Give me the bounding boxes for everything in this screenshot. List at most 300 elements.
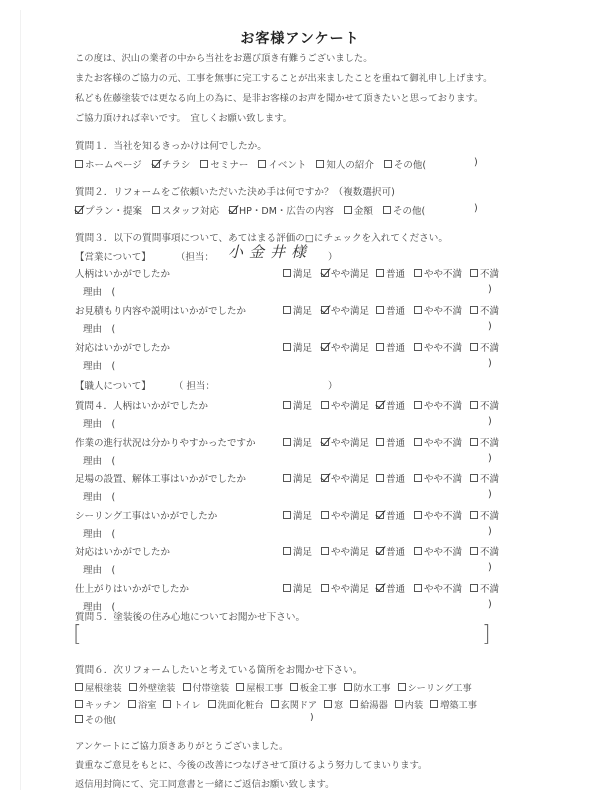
rating-option-label: 普通 — [386, 583, 406, 595]
option-label: キッチン — [85, 700, 122, 711]
rating-option-label: やや満足 — [331, 401, 370, 412]
rating-option-2[interactable] — [376, 544, 414, 558]
q6-options-row-2 — [75, 697, 477, 711]
checkbox[interactable] — [183, 683, 191, 691]
checkbox[interactable] — [163, 700, 171, 708]
rating-option-label: 普通 — [386, 474, 406, 485]
rating-question-row — [75, 303, 505, 317]
rating-option-3[interactable] — [414, 508, 470, 522]
rating-option-4[interactable] — [470, 266, 510, 280]
rating-option-3[interactable] — [414, 544, 470, 558]
q6-option-row1-2[interactable] — [183, 680, 230, 694]
q6-option-row2-6[interactable] — [350, 697, 388, 711]
q2-option-3[interactable] — [344, 203, 373, 217]
rating-option-4[interactable] — [470, 340, 510, 354]
craftsmen-section-header — [75, 378, 215, 392]
checkbox[interactable] — [283, 547, 291, 555]
checkbox[interactable] — [470, 547, 478, 555]
rating-option-label: やや満足 — [331, 583, 370, 595]
rating-question: シーリング工事はいかがでしたか — [75, 510, 218, 522]
rating-option-3[interactable] — [414, 266, 470, 280]
checkbox-checked[interactable] — [321, 343, 329, 351]
reason-close: ) — [488, 321, 492, 332]
rating-question: 対応はいかがでしたか — [75, 343, 171, 354]
option-label: 浴室 — [138, 700, 157, 711]
q6-option-row1-4[interactable] — [290, 680, 337, 694]
reason-close: ) — [488, 562, 492, 573]
q2-option-1[interactable] — [152, 203, 219, 217]
rating-options — [283, 508, 510, 522]
rating-option-3[interactable] — [414, 340, 470, 354]
q6-option-row2-4[interactable] — [271, 697, 317, 711]
rating-option-label: 普通 — [386, 401, 406, 412]
page-title: お客様アンケート — [240, 31, 360, 47]
checkbox[interactable] — [283, 438, 291, 446]
checkbox[interactable] — [376, 438, 384, 446]
checkbox[interactable] — [283, 584, 291, 592]
checkbox[interactable] — [414, 269, 422, 277]
option-label: ホームページ — [85, 160, 142, 171]
reason-label: 理由 ( — [83, 287, 116, 298]
q2-question: 質問２．リフォームをご依頼いただいた決め手は何ですか？（複数選択可) — [75, 187, 395, 198]
craftsmen-staff-close: ） — [328, 381, 338, 392]
checkbox[interactable] — [236, 683, 244, 691]
option-label: 増築工事 — [440, 700, 477, 711]
rating-option-label: やや満足 — [331, 547, 370, 558]
rating-option-2[interactable] — [376, 340, 414, 354]
checkbox[interactable] — [321, 401, 329, 409]
checkbox[interactable] — [283, 306, 291, 314]
option-label: 防水工事 — [353, 683, 391, 694]
checkbox[interactable] — [470, 511, 478, 519]
reason-close: ) — [488, 416, 492, 427]
rating-option-2[interactable] — [376, 508, 414, 522]
q1-option-0[interactable] — [75, 157, 142, 171]
q5-answer-field[interactable] — [84, 626, 480, 648]
rating-option-label: 普通 — [386, 437, 406, 449]
rating-question-row — [75, 266, 505, 280]
rating-question-row — [75, 544, 505, 558]
rating-option-2[interactable] — [376, 398, 414, 412]
rating-option-label: 普通 — [386, 547, 406, 558]
checkbox[interactable] — [414, 306, 422, 314]
q2-option-0[interactable] — [75, 203, 142, 217]
q6-question: 質問６．次リフォームしたいと考えている箇所をお聞かせ下さい。 — [75, 665, 363, 676]
option-label: 屋根工事 — [246, 683, 283, 694]
q1-option-3[interactable] — [258, 157, 306, 171]
checkbox[interactable] — [376, 269, 384, 277]
rating-option-label: 満足 — [293, 306, 313, 317]
rating-option-label: 不満 — [480, 510, 500, 522]
rating-option-label: やや不満 — [424, 437, 463, 449]
rating-option-label: やや不満 — [424, 510, 463, 522]
rating-options — [283, 266, 510, 280]
q6-option-row2-7[interactable] — [395, 697, 423, 711]
checkbox[interactable] — [283, 269, 291, 277]
rating-option-label: やや不満 — [424, 401, 463, 412]
q1-option-5[interactable] — [384, 157, 426, 171]
rating-option-1[interactable] — [321, 303, 376, 317]
q2-option-2[interactable] — [229, 203, 334, 217]
reason-close: ) — [488, 525, 492, 537]
checkbox[interactable] — [75, 683, 83, 691]
rating-question-row — [75, 508, 505, 522]
reason-row — [75, 416, 505, 430]
rating-option-0[interactable] — [283, 398, 321, 412]
checkbox[interactable] — [376, 306, 384, 314]
checkbox[interactable] — [470, 269, 478, 277]
rating-option-2[interactable] — [376, 266, 414, 280]
checkbox[interactable] — [152, 206, 160, 214]
rating-options — [283, 340, 510, 354]
checkbox-checked[interactable] — [376, 584, 384, 592]
rating-option-2[interactable] — [376, 471, 414, 485]
checkbox-checked[interactable] — [321, 438, 329, 446]
rating-option-1[interactable] — [321, 544, 376, 558]
checkbox-checked[interactable] — [152, 160, 160, 168]
q3-question: 質問３．以下の質問事項について、あてはまる評価の□にチェックを入れてください。 — [75, 233, 448, 244]
rating-question-row — [75, 435, 505, 449]
checkbox[interactable] — [350, 700, 358, 708]
checkbox[interactable] — [414, 438, 422, 446]
option-label: チラシ — [161, 160, 191, 171]
checkbox[interactable] — [283, 343, 291, 351]
rating-option-label: 普通 — [386, 306, 406, 317]
q6-option-row1-5[interactable] — [344, 680, 391, 694]
rating-option-3[interactable] — [414, 398, 470, 412]
reason-row — [75, 453, 505, 467]
checkbox[interactable] — [414, 343, 422, 351]
q6-options-row-3 — [75, 712, 116, 726]
option-label: 付帯塗装 — [192, 683, 230, 694]
option-label: 窓 — [334, 700, 344, 711]
rating-option-3[interactable] — [414, 471, 470, 485]
reason-label: 理由 ( — [83, 455, 116, 467]
rating-option-label: 不満 — [480, 401, 500, 412]
reason-label: 理由 ( — [83, 528, 116, 540]
rating-question: お見積もり内容や説明はいかがでしたか — [75, 306, 247, 317]
rating-option-2[interactable] — [376, 303, 414, 317]
rating-question-row — [75, 471, 505, 485]
checkbox[interactable] — [271, 700, 279, 708]
checkbox[interactable] — [470, 584, 478, 592]
option-label: 金額 — [353, 206, 373, 217]
rating-option-label: やや満足 — [331, 343, 370, 354]
checkbox-checked[interactable] — [75, 206, 83, 214]
sales-staff-close: ） — [328, 252, 338, 263]
q1-option-1[interactable] — [152, 157, 191, 171]
checkbox[interactable] — [470, 438, 478, 446]
rating-option-1[interactable] — [321, 581, 376, 595]
rating-options — [283, 398, 510, 412]
rating-option-label: 普通 — [386, 510, 406, 522]
checkbox[interactable] — [316, 160, 324, 168]
reason-label: 理由 ( — [83, 565, 116, 576]
reason-close: ) — [488, 598, 492, 610]
rating-option-1[interactable] — [321, 340, 376, 354]
rating-option-label: やや満足 — [331, 474, 370, 485]
q2-other-close: ) — [474, 203, 478, 214]
checkbox[interactable] — [200, 160, 208, 168]
sales-section-header — [75, 249, 214, 263]
option-label: 板金工事 — [300, 683, 337, 694]
checkbox[interactable] — [470, 401, 478, 409]
rating-options — [283, 435, 510, 449]
reason-close: ) — [488, 358, 492, 369]
rating-question-row — [75, 340, 505, 354]
reason-label: 理由 ( — [83, 361, 116, 372]
q1-option-4[interactable] — [316, 157, 374, 171]
checkbox[interactable] — [414, 584, 422, 592]
sales-staff-label: （担当： — [175, 252, 214, 263]
option-label: HP・DM・広告の内容 — [239, 206, 334, 217]
rating-option-label: 満足 — [293, 401, 313, 412]
sales-header-label: 【営業について】 — [75, 252, 151, 263]
reason-row — [75, 284, 505, 298]
option-label: 屋根塗装 — [85, 683, 122, 694]
rating-option-4[interactable] — [470, 581, 510, 595]
rating-option-4[interactable] — [470, 471, 510, 485]
sales-staff-name-handwritten[interactable]: 小金井様 — [228, 243, 313, 261]
rating-option-4[interactable] — [470, 544, 510, 558]
q1-options — [75, 157, 426, 171]
checkbox[interactable] — [321, 584, 329, 592]
rating-option-4[interactable] — [470, 303, 510, 317]
reason-close: ) — [488, 452, 492, 464]
reason-label: 理由 ( — [83, 419, 116, 430]
q6-option-row2-3[interactable] — [208, 697, 264, 711]
reason-row — [75, 358, 505, 372]
q2-options — [75, 203, 425, 217]
option-label: 給湯器 — [360, 700, 388, 711]
q6-option-row1-6[interactable] — [398, 680, 472, 694]
checkbox-checked[interactable] — [376, 547, 384, 555]
option-label: セミナー — [210, 160, 249, 171]
checkbox[interactable] — [470, 343, 478, 351]
rating-option-label: やや満足 — [331, 510, 370, 522]
checkbox[interactable] — [470, 306, 478, 314]
rating-option-label: 満足 — [293, 547, 313, 558]
checkbox[interactable] — [208, 700, 216, 708]
q6-options-row-1 — [75, 680, 472, 694]
q6-option-other[interactable] — [75, 712, 116, 726]
checkbox[interactable] — [75, 160, 83, 168]
checkbox[interactable] — [376, 474, 384, 482]
q6-option-row1-1[interactable] — [129, 680, 176, 694]
q5-bracket-open: [ — [73, 622, 82, 647]
rating-option-label: 不満 — [480, 343, 500, 354]
checkbox-checked[interactable] — [376, 511, 384, 519]
reason-close: ) — [488, 489, 492, 500]
rating-option-0[interactable] — [283, 544, 321, 558]
checkbox-checked[interactable] — [321, 269, 329, 277]
rating-question-row — [75, 398, 505, 412]
rating-option-label: 満足 — [293, 510, 313, 522]
rating-option-4[interactable] — [470, 398, 510, 412]
checkbox[interactable] — [324, 700, 332, 708]
rating-option-0[interactable] — [283, 340, 321, 354]
rating-options — [283, 471, 510, 485]
q6-other-close: ) — [310, 712, 314, 723]
checkbox[interactable] — [470, 474, 478, 482]
reason-row — [75, 526, 505, 540]
q6-option-row1-0[interactable] — [75, 680, 122, 694]
closing-line-2: 貴重なご意見をもとに、今後の改善につなげさせて頂けるよう努力してまいります。 — [75, 760, 428, 771]
scan-edge — [20, 10, 21, 790]
rating-option-label: 満足 — [293, 343, 313, 354]
rating-option-label: 不満 — [480, 269, 500, 280]
checkbox-checked[interactable] — [229, 206, 237, 214]
checkbox[interactable] — [430, 700, 438, 708]
checkbox[interactable] — [129, 683, 137, 691]
intro-line-2: またお客様のご協力の元、工事を無事に完工することが出来ましたことを重ねて御礼申し上げます。 — [75, 73, 493, 84]
rating-options — [283, 581, 510, 595]
rating-option-label: やや満足 — [331, 269, 370, 280]
rating-option-label: 不満 — [480, 547, 500, 558]
rating-option-label: やや満足 — [331, 306, 370, 317]
q2-option-4[interactable] — [383, 203, 425, 217]
reason-row — [75, 562, 505, 576]
option-label: イベント — [268, 160, 307, 171]
rating-option-0[interactable] — [283, 471, 321, 485]
rating-option-label: 普通 — [386, 269, 406, 280]
checkbox[interactable] — [290, 683, 298, 691]
checkbox[interactable] — [283, 401, 291, 409]
intro-line-1: この度は、沢山の業者の中から当社をお選び頂き有難うございました。 — [75, 53, 373, 64]
reason-close: ) — [488, 284, 492, 295]
q1-other-close: ) — [474, 157, 478, 168]
checkbox[interactable] — [384, 160, 392, 168]
q6-option-row1-3[interactable] — [236, 680, 283, 694]
rating-question: 作業の進行状況は分かりやすかったですか — [75, 437, 256, 449]
option-label: その他( — [393, 160, 427, 171]
rating-option-1[interactable] — [321, 471, 376, 485]
rating-option-3[interactable] — [414, 303, 470, 317]
option-label: その他( — [392, 206, 426, 217]
reason-label: 理由 ( — [83, 601, 116, 613]
rating-question-row — [75, 581, 505, 595]
rating-option-1[interactable] — [321, 398, 376, 412]
checkbox-checked[interactable] — [376, 401, 384, 409]
q1-option-2[interactable] — [200, 157, 248, 171]
checkbox-checked[interactable] — [321, 474, 329, 482]
rating-option-1[interactable] — [321, 435, 376, 449]
checkbox[interactable] — [128, 700, 136, 708]
checkbox[interactable] — [344, 206, 352, 214]
checkbox[interactable] — [414, 474, 422, 482]
rating-options — [283, 544, 510, 558]
option-label: その他( — [85, 715, 117, 726]
rating-option-label: 満足 — [293, 474, 313, 485]
checkbox[interactable] — [383, 206, 391, 214]
rating-question: 足場の設置、解体工事はいかがでしたか — [75, 474, 247, 485]
rating-option-0[interactable] — [283, 266, 321, 280]
rating-option-label: 満足 — [293, 583, 313, 595]
reason-label: 理由 ( — [83, 492, 116, 503]
rating-option-label: 不満 — [480, 583, 500, 595]
rating-option-4[interactable] — [470, 435, 510, 449]
checkbox[interactable] — [283, 474, 291, 482]
option-label: 知人の紹介 — [326, 160, 374, 171]
checkbox[interactable] — [398, 683, 406, 691]
rating-option-4[interactable] — [470, 508, 510, 522]
rating-option-3[interactable] — [414, 581, 470, 595]
q6-option-row2-5[interactable] — [324, 697, 343, 711]
rating-option-label: 普通 — [386, 343, 406, 354]
rating-option-2[interactable] — [376, 435, 414, 449]
q6-option-row2-1[interactable] — [128, 697, 156, 711]
intro-line-4: ご協力頂ければ幸いです。 宜しくお願い致します。 — [75, 113, 292, 124]
rating-option-label: やや不満 — [424, 306, 463, 317]
rating-option-label: やや不満 — [424, 343, 463, 354]
rating-options — [283, 303, 510, 317]
reason-row — [75, 321, 505, 335]
option-label: シーリング工事 — [407, 683, 472, 694]
closing-line-3: 返信用封筒にて、完工同意書と一緒にご返信お願い致します。 — [75, 779, 335, 790]
checkbox[interactable] — [321, 547, 329, 555]
checkbox[interactable] — [75, 715, 83, 723]
checkbox[interactable] — [395, 700, 403, 708]
q1-question: 質問１．当社を知るきっかけは何でしたか。 — [75, 141, 267, 152]
rating-option-1[interactable] — [321, 508, 376, 522]
option-label: 洗面化粧台 — [217, 700, 264, 711]
checkbox[interactable] — [414, 401, 422, 409]
rating-option-label: やや満足 — [331, 437, 370, 449]
rating-option-label: やや不満 — [424, 269, 463, 280]
rating-option-0[interactable] — [283, 581, 321, 595]
option-label: スタッフ対応 — [162, 206, 220, 217]
rating-option-label: 不満 — [480, 437, 500, 449]
q5-bracket-close: ] — [482, 622, 491, 647]
rating-question: 人柄はいかがでしたか — [75, 269, 171, 280]
checkbox[interactable] — [321, 511, 329, 519]
checkbox[interactable] — [258, 160, 266, 168]
checkbox[interactable] — [376, 343, 384, 351]
rating-option-label: 不満 — [480, 306, 500, 317]
reason-row — [75, 489, 505, 503]
checkbox[interactable] — [344, 683, 352, 691]
option-label: 内装 — [404, 700, 424, 711]
option-label: 玄関ドア — [280, 700, 318, 711]
intro-line-3: 私ども佐藤塗装では更なる向上の為に、是非お客様のお声を聞かせて頂きたいと思っております。 — [75, 93, 484, 104]
reason-label: 理由 ( — [83, 324, 116, 335]
option-label: 外壁塗装 — [138, 683, 176, 694]
rating-option-0[interactable] — [283, 303, 321, 317]
craftsmen-staff-label: （ 担当： — [173, 381, 215, 392]
rating-option-label: 満足 — [293, 437, 313, 449]
q6-option-row2-8[interactable] — [430, 697, 477, 711]
checkbox[interactable] — [414, 511, 422, 519]
rating-option-label: 満足 — [293, 269, 313, 280]
q6-option-row2-2[interactable] — [163, 697, 200, 711]
rating-question: 質問４．人柄はいかがでしたか — [75, 401, 209, 412]
rating-option-2[interactable] — [376, 581, 414, 595]
checkbox-checked[interactable] — [321, 306, 329, 314]
rating-option-label: 不満 — [480, 474, 500, 485]
checkbox[interactable] — [283, 511, 291, 519]
option-label: トイレ — [173, 700, 201, 711]
rating-option-1[interactable] — [321, 266, 376, 280]
q6-option-row2-0[interactable] — [75, 697, 121, 711]
craftsmen-header-label: 【職人について】 — [75, 381, 151, 392]
rating-option-3[interactable] — [414, 435, 470, 449]
rating-option-0[interactable] — [283, 435, 321, 449]
rating-option-label: やや不満 — [424, 474, 463, 485]
rating-option-label: やや不満 — [424, 547, 463, 558]
rating-option-0[interactable] — [283, 508, 321, 522]
checkbox[interactable] — [75, 700, 83, 708]
checkbox[interactable] — [414, 547, 422, 555]
